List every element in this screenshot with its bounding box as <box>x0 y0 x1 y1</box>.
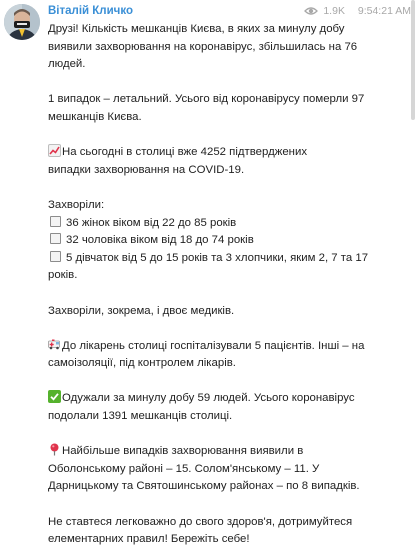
channel-name[interactable]: Віталій Кличко <box>48 5 133 17</box>
list-item <box>48 250 402 268</box>
text-line: елементарних правил! Бережіть себе! <box>48 533 250 546</box>
text-line: виявили захворювання на коронавірус, збільшилась на 76 <box>48 40 358 53</box>
check-mark-button-icon <box>48 390 61 403</box>
avatar-image <box>4 4 40 40</box>
list-item <box>48 215 402 233</box>
text-line <box>48 443 402 461</box>
avatar[interactable] <box>4 4 40 40</box>
post-meta <box>304 3 411 19</box>
checkbox-icon <box>50 251 61 262</box>
checkbox-icon <box>50 216 61 227</box>
text-line: подолали 1391 мешканців столиці. <box>48 410 233 423</box>
text-span: До лікарень столиці госпіталізували 5 пацієнтів. Інші – на <box>62 339 365 352</box>
post-time: 9:54:21 AM <box>357 5 411 17</box>
text-line: 1 випадок – летальний. Усього від коронавірусу померли 97 <box>48 93 365 106</box>
list-item-label: 32 чоловіка віком від 18 до 74 років <box>66 234 254 247</box>
text-span: На сьогодні в столиці вже 4252 підтверджених <box>62 146 308 159</box>
eye-icon <box>304 3 318 19</box>
post-header <box>48 3 411 19</box>
text-line: людей. <box>48 58 86 71</box>
round-pushpin-icon <box>48 443 61 456</box>
checkbox-icon <box>50 233 61 244</box>
text-span: Одужали за минулу добу 59 людей. Усього коронавірус <box>62 392 355 405</box>
text-line: Оболонському районі – 15. Солом'янському – 11. У <box>48 462 320 475</box>
text-line: Захворіли: <box>48 198 105 211</box>
text-line <box>48 338 402 356</box>
view-count: 1.9K <box>323 5 345 17</box>
ambulance-icon <box>48 338 61 351</box>
list-item-label: 36 жінок віком від 22 до 85 років <box>66 216 237 229</box>
list-item-label: 5 дівчаток від 5 до 15 років та 3 хлопчики, яким 2, 7 та 17 <box>66 251 369 264</box>
text-line: мешканців Києва. <box>48 110 142 123</box>
text-span: Найбільше випадків захворювання виявили в <box>62 445 304 458</box>
list-item <box>48 232 402 250</box>
text-line: Захворіли, зокрема, і двоє медиків. <box>48 304 235 317</box>
text-line: Дарницькому та Святошинському районах – по 8 випадків. <box>48 480 360 493</box>
text-line: Друзі! Кількість мешканців Києва, в яких за минулу добу <box>48 23 345 35</box>
text-line <box>48 144 402 162</box>
scrollbar[interactable] <box>411 0 415 120</box>
text-line: років. <box>48 269 78 282</box>
post-text <box>48 21 402 549</box>
text-line: самоізоляції, під контролем лікарів. <box>48 357 236 370</box>
text-line <box>48 390 402 408</box>
text-line: Не ставтеся легковажно до свого здоров'я, дотримуйтеся <box>48 515 353 528</box>
chart-increasing-icon <box>48 144 61 157</box>
text-line: випадки захворювання на COVID-19. <box>48 163 245 176</box>
